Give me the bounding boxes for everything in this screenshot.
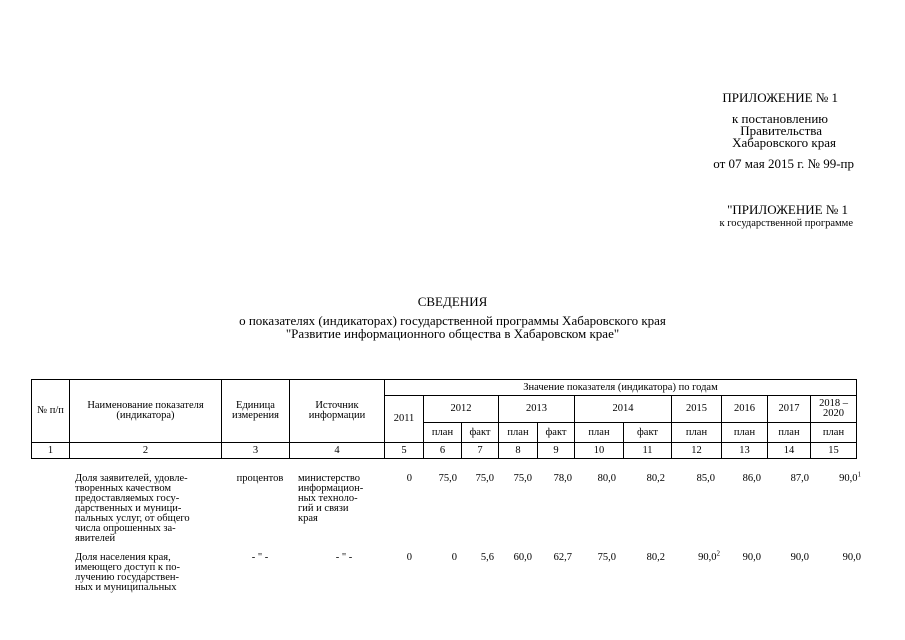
plan-label: план [811, 423, 857, 443]
appendix-title: ПРИЛОЖЕНИЕ № 1 [722, 90, 838, 105]
value-2011: 0 [406, 552, 412, 563]
plan-label: план [424, 423, 462, 443]
value-2016: 90,0 [742, 552, 761, 563]
year-2014: 2014 [575, 396, 672, 423]
fact-label: факт [538, 423, 575, 443]
year-2015: 2015 [672, 396, 722, 423]
fact-label: факт [462, 423, 499, 443]
value-2013-plan: 75,0 [513, 473, 532, 484]
table-row-name: Доля населения края, имеющего доступ к по- лучению государствен- ных и муниципальных [75, 552, 180, 593]
col-number: 11 [624, 443, 672, 459]
region: Хабаровского края [732, 135, 836, 150]
year-2017: 2017 [768, 396, 811, 423]
col-values-header: Значение показателя (индикатора) по годам [385, 380, 857, 396]
col-number: 15 [811, 443, 857, 459]
value-2017: 87,0 [790, 473, 809, 484]
indicators-table [31, 379, 857, 459]
value-2016: 86,0 [742, 473, 761, 484]
fact-label: факт [624, 423, 672, 443]
footnote-mark: 2 [716, 549, 720, 558]
value-2018-2020: 90,0$^1$ [839, 470, 861, 484]
plan-label: план [768, 423, 811, 443]
value-2015: 90,0$^2$ [698, 549, 720, 563]
col-number: 4 [290, 443, 385, 459]
col-number: 5 [385, 443, 424, 459]
col-number: 9 [538, 443, 575, 459]
col-number: 12 [672, 443, 722, 459]
table-row-source: министерство информацион- ных техноло- гий и связи края [298, 473, 364, 524]
col-number: 6 [424, 443, 462, 459]
col-unit-header: Единица измерения [222, 380, 290, 443]
value-2015: 85,0 [696, 473, 715, 484]
government: Правительства [740, 123, 822, 138]
document-title-line1: о показателях (индикаторах) государственной программы Хабаровского края [239, 313, 666, 328]
col-number: 10 [575, 443, 624, 459]
value-2012-fact: 5,6 [480, 552, 494, 563]
value-2012-fact: 75,0 [475, 473, 494, 484]
plan-label: план [722, 423, 768, 443]
col-name-header: Наименование показателя (индикатора) [70, 380, 222, 443]
value-2012-plan: 75,0 [438, 473, 457, 484]
col-number: 2 [70, 443, 222, 459]
value-2014-fact: 80,2 [646, 473, 665, 484]
value-2013-plan: 60,0 [513, 552, 532, 563]
value-2014-plan: 75,0 [597, 552, 616, 563]
year-2018-2020: 2018 – 2020 [811, 396, 857, 423]
col-number: 13 [722, 443, 768, 459]
document-title-line2: "Развитие информационного общества в Хабаровском крае" [285, 326, 620, 341]
col-number: 3 [222, 443, 290, 459]
plan-label: план [499, 423, 538, 443]
document-heading: СВЕДЕНИЯ [417, 294, 488, 309]
year-2016: 2016 [722, 396, 768, 423]
table-row-source: - " - [335, 552, 353, 563]
value-2012-plan: 0 [451, 552, 457, 563]
col-number: 7 [462, 443, 499, 459]
year-2012: 2012 [424, 396, 499, 423]
value-2011: 0 [406, 473, 412, 484]
value-2013-fact: 78,0 [553, 473, 572, 484]
value-2013-fact: 62,7 [553, 552, 572, 563]
plan-label: план [672, 423, 722, 443]
col-number: 1 [32, 443, 70, 459]
to-decree: к постановлению [731, 111, 828, 126]
value-2014-fact: 80,2 [646, 552, 665, 563]
col-source-header: Источник информации [290, 380, 385, 443]
col-number: 14 [768, 443, 811, 459]
value-2018-2020: 90,0 [842, 552, 861, 563]
decree-date: от 07 мая 2015 г. № 99-пр [713, 156, 854, 171]
table-row-unit: - " - [251, 552, 269, 563]
year-2013: 2013 [499, 396, 575, 423]
appendix-quoted: "ПРИЛОЖЕНИЕ № 1 [727, 202, 848, 217]
col-number: 8 [499, 443, 538, 459]
value-2014-plan: 80,0 [597, 473, 616, 484]
col-no-header: № п/п [32, 380, 70, 443]
table-row-unit: процентов [236, 473, 284, 484]
table-row-name: Доля заявителей, удовле- творенных качеством предоставляемых госу- дарственных и муници- пальных услуг, от общего числа опрошенных за- явителей [75, 473, 190, 544]
year-2011: 2011 [385, 396, 424, 443]
value-2017: 90,0 [790, 552, 809, 563]
plan-label: план [575, 423, 624, 443]
to-program: к государственной программе [719, 218, 853, 229]
footnote-mark: 1 [857, 470, 861, 479]
